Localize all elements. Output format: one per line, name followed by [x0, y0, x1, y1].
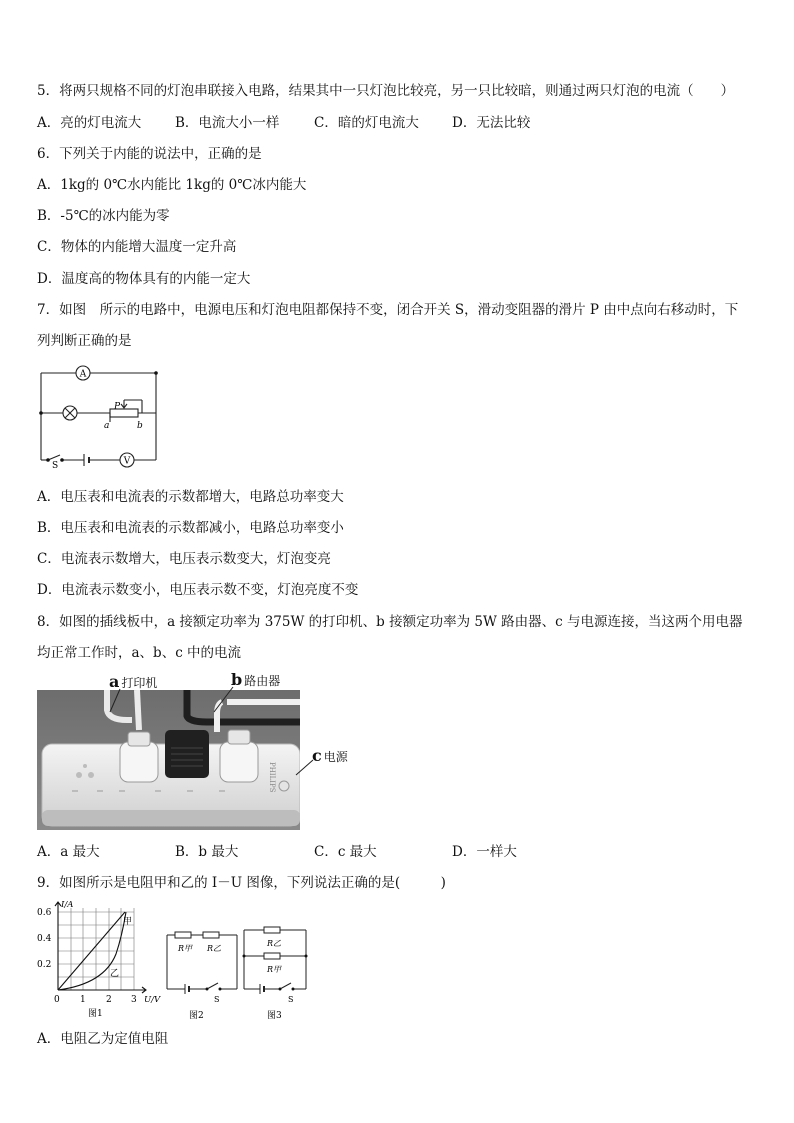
q8-option-d[interactable]: D．一样大 — [452, 844, 517, 860]
q8-option-c[interactable]: C．c 最大 — [314, 844, 377, 860]
q9-fig1-label-jia: 甲 — [123, 917, 133, 927]
q8-label-a: a 打印机 — [109, 672, 158, 691]
q5-option-d[interactable]: D．无法比较 — [452, 115, 531, 131]
q9-fig2-r1-label: R甲 — [178, 944, 193, 953]
q9-fig1-xtick-1: 1 — [80, 995, 86, 1005]
q9-fig1-ytick-04: 0.4 — [37, 934, 52, 944]
q7-end-a-label: a — [104, 421, 110, 431]
q7-option-d[interactable]: D．电流表示数变小，电压表示数不变，灯泡亮度不变 — [37, 582, 359, 598]
q9-fig2-switch-label: S — [214, 995, 220, 1004]
q8-label-b: b 路由器 — [231, 670, 281, 689]
q8-options — [37, 843, 757, 861]
q9-fig3-parallel-circuit — [240, 920, 312, 1022]
q9-fig1-ytick-06: 0.6 — [37, 908, 52, 918]
q9-fig3-r1-label: R乙 — [267, 939, 282, 948]
q5-option-a[interactable]: A．亮的灯电流大 — [37, 115, 142, 131]
q8-stem-line1: 8．如图的插线板中，a 接额定功率为 375W 的打印机、b 接额定功率为 5W 路由器、c 与电源连接，当这两个用电器 — [37, 614, 743, 630]
q7-option-c[interactable]: C．电流表示数增大，电压表示数变大，灯泡变亮 — [37, 551, 331, 567]
q7-option-b[interactable]: B．电压表和电流表的示数都减小，电路总功率变小 — [37, 520, 344, 536]
q9-fig3-switch-label: S — [288, 995, 294, 1004]
q7-ammeter-label: A — [79, 369, 87, 380]
q7-voltmeter-label: V — [123, 456, 131, 467]
q9-fig2-series-circuit — [163, 925, 243, 1022]
q5-option-b[interactable]: B．电流大小一样 — [175, 115, 280, 131]
q5-option-c[interactable]: C．暗的灯电流大 — [314, 115, 419, 131]
q7-slider-label: P — [114, 402, 121, 412]
q9-fig1-xtick-2: 2 — [106, 995, 112, 1005]
q7-stem-line1: 7．如图 所示的电路中，电源电压和灯泡电阻都保持不变，闭合开关 S，滑动变阻器的滑片 P 由中点向右移动时，下 — [37, 302, 739, 318]
q9-fig1-xtick-3: 3 — [131, 995, 137, 1005]
q8-label-c: c 电源 — [312, 746, 348, 765]
q9-stem: 9．如图所示是电阻甲和乙的 I－U 图像，下列说法正确的是( ) — [37, 875, 446, 891]
q9-fig2-caption: 图2 — [189, 1011, 204, 1021]
q6-option-c[interactable]: C．物体的内能增大温度一定升高 — [37, 239, 237, 255]
q5-stem: 5．将两只规格不同的灯泡串联接入电路，结果其中一只灯泡比较亮，另一只比较暗，则通过两只灯泡的电流（ ） — [37, 83, 735, 99]
q8-brand-text: PHILIPS — [268, 762, 276, 793]
q6-stem: 6．下列关于内能的说法中，正确的是 — [37, 146, 262, 162]
q9-fig3-r2-label: R甲 — [267, 965, 282, 974]
q6-option-b[interactable]: B．-5℃的冰内能为零 — [37, 208, 170, 224]
q9-fig3-caption: 图3 — [267, 1011, 282, 1021]
q8-stem-line2: 均正常工作时，a、b、c 中的电流 — [37, 645, 242, 661]
q9-fig1-ylabel: I/A — [61, 900, 74, 910]
q8-option-a[interactable]: A．a 最大 — [37, 844, 100, 860]
q6-option-d[interactable]: D．温度高的物体具有的内能一定大 — [37, 271, 251, 287]
q7-end-b-label: b — [137, 421, 143, 431]
q7-option-a[interactable]: A．电压表和电流表的示数都增大，电路总功率变大 — [37, 489, 344, 505]
q7-stem-line2: 列判断正确的是 — [37, 333, 132, 349]
q8-option-b[interactable]: B．b 最大 — [175, 844, 239, 860]
q6-option-a[interactable]: A．1kg的 0℃水内能比 1kg的 0℃冰内能大 — [37, 177, 307, 193]
q9-fig1-iu-graph — [34, 898, 168, 1022]
q7-switch-label: S — [52, 461, 59, 470]
q9-fig1-label-yi: 乙 — [110, 969, 120, 979]
q9-fig1-xtick-0: 0 — [54, 995, 60, 1005]
q9-fig1-ytick-02: 0.2 — [37, 960, 52, 970]
q9-fig2-r2-label: R乙 — [207, 944, 222, 953]
q9-fig1-caption: 图1 — [88, 1009, 103, 1019]
q9-option-a[interactable]: A．电阻乙为定值电阻 — [37, 1031, 169, 1047]
q9-fig1-xlabel: U/V — [144, 995, 161, 1005]
